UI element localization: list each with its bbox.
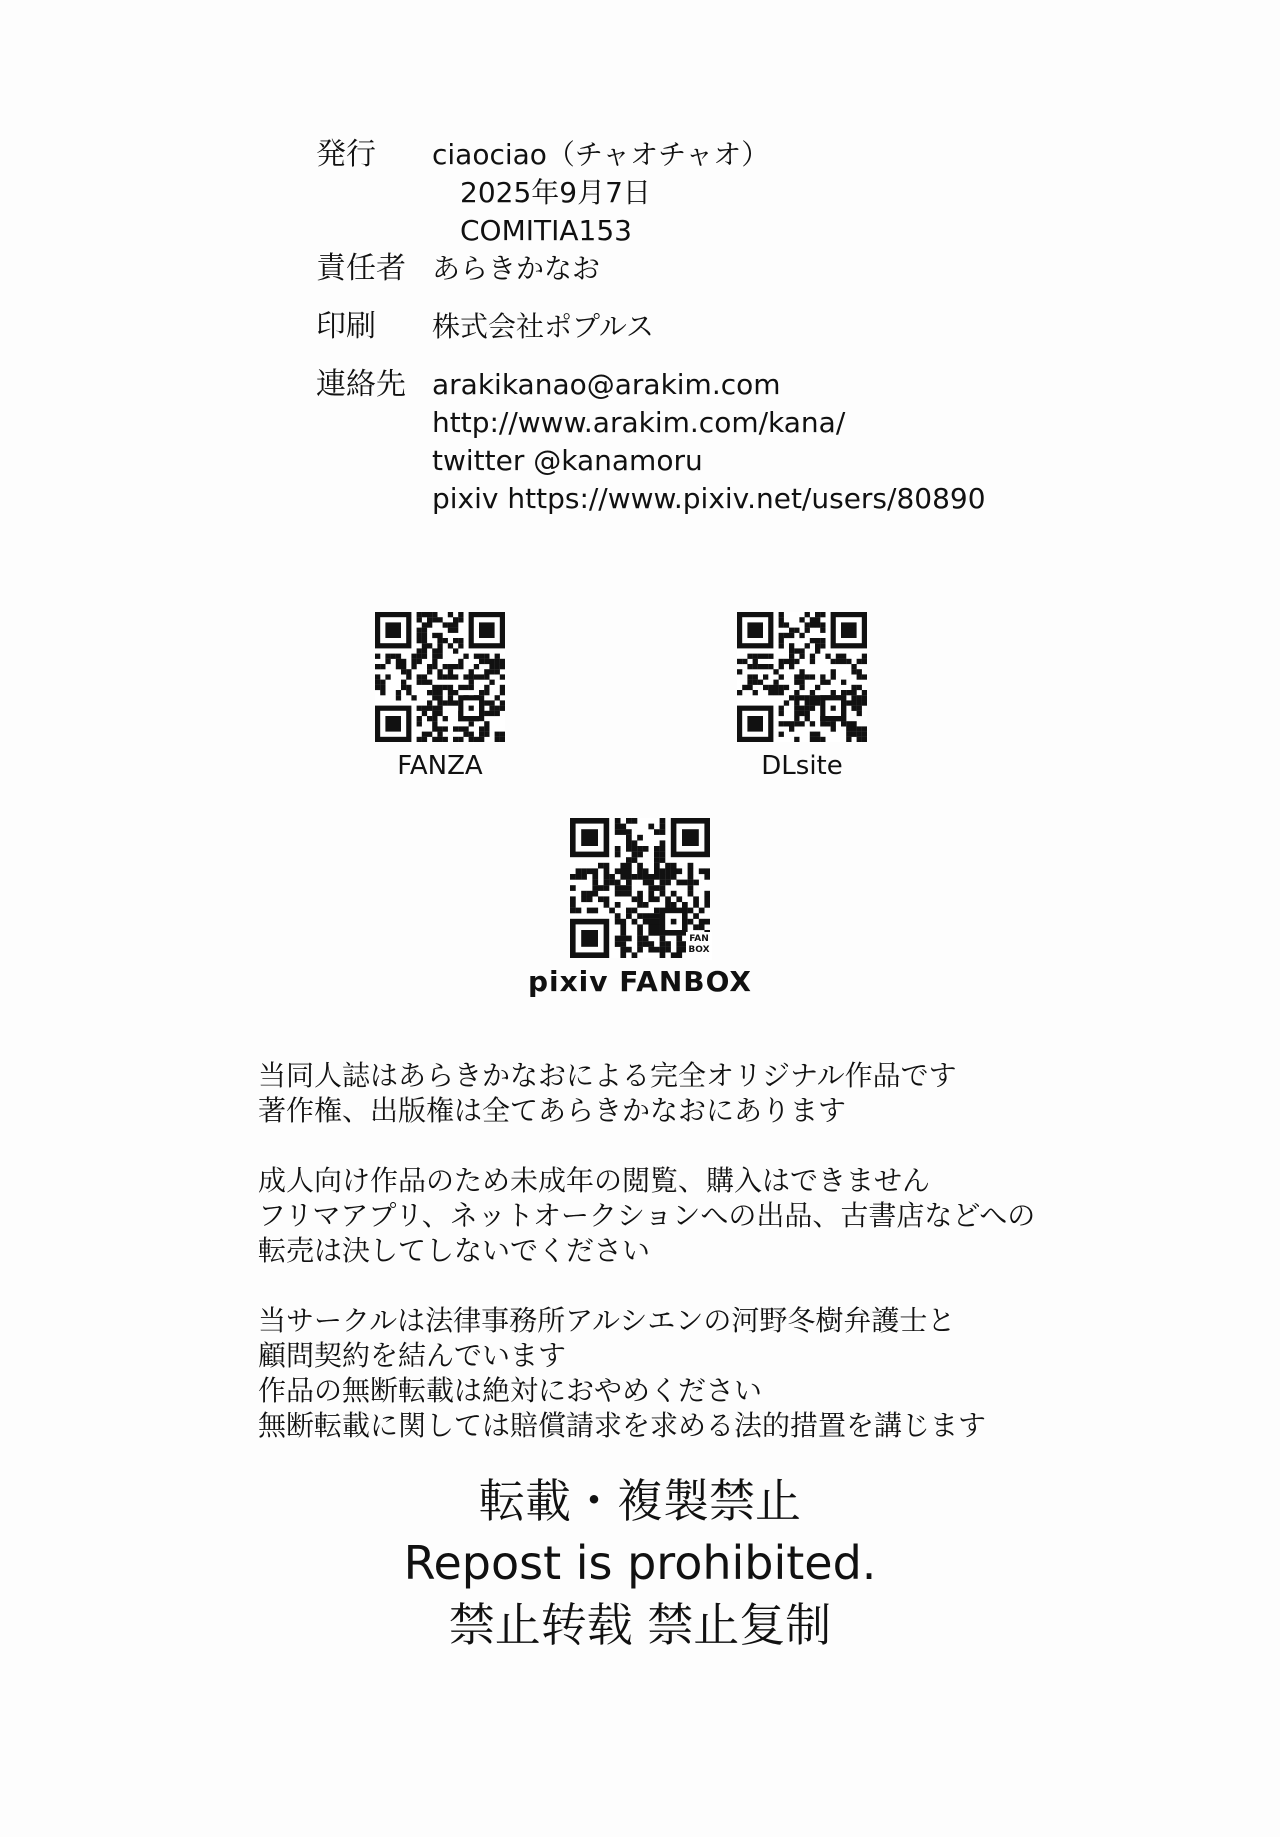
contact-twitter: twitter @kanamoru xyxy=(432,444,703,477)
printer-label: 印刷 xyxy=(316,309,376,344)
qr-code-dlsite xyxy=(737,612,867,742)
contact-row xyxy=(316,366,1076,518)
notice-paragraph-legal xyxy=(258,1303,1098,1443)
responsible-label: 責任者 xyxy=(316,251,406,286)
publish-date: 2025年9月7日 xyxy=(460,176,651,209)
prohibition-japanese: 転載・複製禁止 xyxy=(479,1474,801,1528)
fanbox-badge-line1: FAN xyxy=(689,934,709,944)
printer-name: 株式会社ポプルス xyxy=(432,310,655,343)
contact-email: arakikanao@arakim.com xyxy=(432,368,781,401)
qr-block-fanza xyxy=(365,612,515,782)
prohibition-english: Repost is prohibited. xyxy=(403,1536,877,1590)
notice-paragraph-adult xyxy=(258,1163,1098,1268)
qr-block-dlsite xyxy=(727,612,877,782)
repost-prohibition xyxy=(0,1470,1280,1656)
qr-code-fanza xyxy=(375,612,505,742)
responsible-name: あらきかなお xyxy=(432,252,601,285)
qr-caption-fanza: FANZA xyxy=(397,751,483,781)
notice-line: 無断転載に関しては賠償請求を求める法的措置を講じます xyxy=(258,1409,987,1442)
fanbox-badge-line2: BOX xyxy=(688,945,710,955)
fanbox-badge xyxy=(686,932,712,960)
notice-line: 作品の無断転載は絶対におやめください xyxy=(258,1374,763,1407)
prohibition-chinese: 禁止转载 禁止复制 xyxy=(448,1598,832,1652)
notice-line: 成人向け作品のため未成年の閲覧、購入はできません xyxy=(258,1164,931,1197)
notice-line: 当同人誌はあらきかなおによる完全オリジナル作品です xyxy=(258,1059,957,1092)
notice-line: 顧問契約を結んでいます xyxy=(258,1339,567,1372)
contact-label: 連絡先 xyxy=(316,367,406,402)
qr-block-fanbox xyxy=(510,818,770,998)
qr-caption-dlsite: DLsite xyxy=(761,751,843,781)
colophon-info xyxy=(316,136,1076,518)
notice-line: 当サークルは法律事務所アルシエンの河野冬樹弁護士と xyxy=(258,1304,956,1337)
notice-line: 著作権、出版権は全てあらきかなおにあります xyxy=(258,1094,847,1127)
printer-row xyxy=(316,308,1076,346)
responsible-row xyxy=(316,250,1076,288)
publisher-label: 発行 xyxy=(316,137,376,172)
notice-line: フリマアプリ、ネットオークションへの出品、古書店などへの xyxy=(258,1199,1036,1232)
notice-text xyxy=(258,1058,1098,1478)
contact-url: http://www.arakim.com/kana/ xyxy=(432,406,846,439)
publisher-row xyxy=(316,136,1076,250)
notice-line: 転売は決してしないでください xyxy=(258,1234,651,1267)
notice-paragraph-copyright xyxy=(258,1058,1098,1128)
contact-pixiv: pixiv https://www.pixiv.net/users/80890 xyxy=(432,482,986,515)
event-name: COMITIA153 xyxy=(460,214,632,247)
qr-caption-fanbox: pixiv FANBOX xyxy=(527,965,753,998)
publisher-name: ciaociao（チャオチャオ） xyxy=(432,138,770,171)
